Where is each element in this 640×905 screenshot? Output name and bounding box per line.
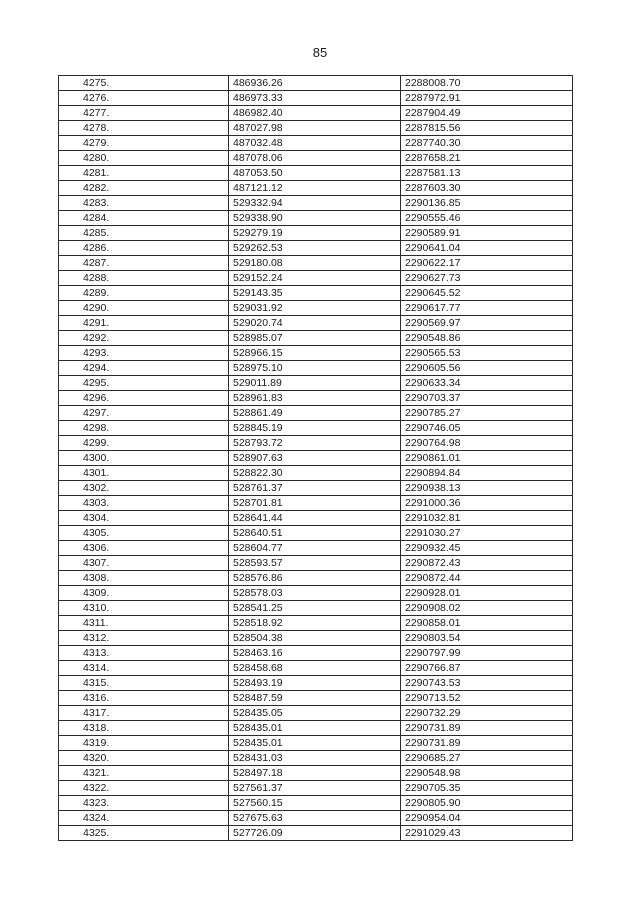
y-coordinate-cell: 2291000.36 <box>401 496 573 511</box>
y-coordinate-cell: 2290764.98 <box>401 436 573 451</box>
x-coordinate-cell: 528822.30 <box>229 466 401 481</box>
x-coordinate-cell: 527675.63 <box>229 811 401 826</box>
x-coordinate-cell: 528701.81 <box>229 496 401 511</box>
row-number-cell: 4320. <box>59 751 229 766</box>
row-number-cell: 4289. <box>59 286 229 301</box>
y-coordinate-cell: 2287581.13 <box>401 166 573 181</box>
table-row <box>59 391 573 406</box>
row-number-cell: 4288. <box>59 271 229 286</box>
row-number-cell: 4304. <box>59 511 229 526</box>
y-coordinate-cell: 2290746.05 <box>401 421 573 436</box>
x-coordinate-cell: 528845.19 <box>229 421 401 436</box>
row-number-cell: 4324. <box>59 811 229 826</box>
y-coordinate-cell: 2290954.04 <box>401 811 573 826</box>
y-coordinate-cell: 2290766.87 <box>401 661 573 676</box>
table-row <box>59 811 573 826</box>
x-coordinate-cell: 528576.86 <box>229 571 401 586</box>
x-coordinate-cell: 528640.51 <box>229 526 401 541</box>
row-number-cell: 4323. <box>59 796 229 811</box>
row-number-cell: 4317. <box>59 706 229 721</box>
row-number-cell: 4299. <box>59 436 229 451</box>
y-coordinate-cell: 2287658.21 <box>401 151 573 166</box>
coordinates-table <box>58 75 573 841</box>
table-row <box>59 541 573 556</box>
table-row <box>59 166 573 181</box>
x-coordinate-cell: 529143.35 <box>229 286 401 301</box>
y-coordinate-cell: 2287740.30 <box>401 136 573 151</box>
y-coordinate-cell: 2290894.84 <box>401 466 573 481</box>
table-row <box>59 646 573 661</box>
y-coordinate-cell: 2291029.43 <box>401 826 573 841</box>
y-coordinate-cell: 2291030.27 <box>401 526 573 541</box>
y-coordinate-cell: 2290589.91 <box>401 226 573 241</box>
table-row <box>59 526 573 541</box>
x-coordinate-cell: 528593.57 <box>229 556 401 571</box>
y-coordinate-cell: 2290555.46 <box>401 211 573 226</box>
x-coordinate-cell: 527560.15 <box>229 796 401 811</box>
x-coordinate-cell: 528985.07 <box>229 331 401 346</box>
table-row <box>59 226 573 241</box>
table-row <box>59 706 573 721</box>
x-coordinate-cell: 487121.12 <box>229 181 401 196</box>
y-coordinate-cell: 2290797.99 <box>401 646 573 661</box>
y-coordinate-cell: 2290703.37 <box>401 391 573 406</box>
x-coordinate-cell: 528541.25 <box>229 601 401 616</box>
x-coordinate-cell: 528604.77 <box>229 541 401 556</box>
x-coordinate-cell: 529262.53 <box>229 241 401 256</box>
row-number-cell: 4305. <box>59 526 229 541</box>
row-number-cell: 4311. <box>59 616 229 631</box>
row-number-cell: 4291. <box>59 316 229 331</box>
x-coordinate-cell: 528463.16 <box>229 646 401 661</box>
row-number-cell: 4321. <box>59 766 229 781</box>
y-coordinate-cell: 2290645.52 <box>401 286 573 301</box>
row-number-cell: 4306. <box>59 541 229 556</box>
table-row <box>59 781 573 796</box>
y-coordinate-cell: 2287603.30 <box>401 181 573 196</box>
row-number-cell: 4294. <box>59 361 229 376</box>
y-coordinate-cell: 2290569.97 <box>401 316 573 331</box>
x-coordinate-cell: 486982.40 <box>229 106 401 121</box>
x-coordinate-cell: 528641.44 <box>229 511 401 526</box>
coordinates-table-body <box>59 76 573 841</box>
row-number-cell: 4292. <box>59 331 229 346</box>
y-coordinate-cell: 2290627.73 <box>401 271 573 286</box>
table-row <box>59 676 573 691</box>
x-coordinate-cell: 528907.63 <box>229 451 401 466</box>
row-number-cell: 4282. <box>59 181 229 196</box>
table-row <box>59 826 573 841</box>
table-row <box>59 631 573 646</box>
table-row <box>59 571 573 586</box>
table-row <box>59 421 573 436</box>
x-coordinate-cell: 528431.03 <box>229 751 401 766</box>
x-coordinate-cell: 528761.37 <box>229 481 401 496</box>
y-coordinate-cell: 2290548.98 <box>401 766 573 781</box>
y-coordinate-cell: 2290685.27 <box>401 751 573 766</box>
row-number-cell: 4279. <box>59 136 229 151</box>
y-coordinate-cell: 2290731.89 <box>401 736 573 751</box>
row-number-cell: 4302. <box>59 481 229 496</box>
x-coordinate-cell: 528493.19 <box>229 676 401 691</box>
x-coordinate-cell: 487027.98 <box>229 121 401 136</box>
x-coordinate-cell: 528966.15 <box>229 346 401 361</box>
y-coordinate-cell: 2290641.04 <box>401 241 573 256</box>
row-number-cell: 4285. <box>59 226 229 241</box>
table-row <box>59 616 573 631</box>
table-row <box>59 271 573 286</box>
table-row <box>59 196 573 211</box>
y-coordinate-cell: 2288008.70 <box>401 76 573 91</box>
table-row <box>59 121 573 136</box>
y-coordinate-cell: 2290858.01 <box>401 616 573 631</box>
y-coordinate-cell: 2290938.13 <box>401 481 573 496</box>
table-row <box>59 406 573 421</box>
y-coordinate-cell: 2290732.29 <box>401 706 573 721</box>
row-number-cell: 4314. <box>59 661 229 676</box>
table-row <box>59 286 573 301</box>
y-coordinate-cell: 2290705.35 <box>401 781 573 796</box>
y-coordinate-cell: 2290548.86 <box>401 331 573 346</box>
y-coordinate-cell: 2287972.91 <box>401 91 573 106</box>
x-coordinate-cell: 528578.03 <box>229 586 401 601</box>
y-coordinate-cell: 2290622.17 <box>401 256 573 271</box>
table-row <box>59 451 573 466</box>
row-number-cell: 4295. <box>59 376 229 391</box>
row-number-cell: 4287. <box>59 256 229 271</box>
x-coordinate-cell: 487078.06 <box>229 151 401 166</box>
row-number-cell: 4313. <box>59 646 229 661</box>
y-coordinate-cell: 2290861.01 <box>401 451 573 466</box>
table-row <box>59 736 573 751</box>
x-coordinate-cell: 487032.48 <box>229 136 401 151</box>
x-coordinate-cell: 529011.89 <box>229 376 401 391</box>
table-row <box>59 76 573 91</box>
row-number-cell: 4322. <box>59 781 229 796</box>
row-number-cell: 4301. <box>59 466 229 481</box>
y-coordinate-cell: 2290633.34 <box>401 376 573 391</box>
row-number-cell: 4315. <box>59 676 229 691</box>
table-row <box>59 436 573 451</box>
row-number-cell: 4281. <box>59 166 229 181</box>
row-number-cell: 4309. <box>59 586 229 601</box>
row-number-cell: 4284. <box>59 211 229 226</box>
x-coordinate-cell: 529332.94 <box>229 196 401 211</box>
table-row <box>59 301 573 316</box>
x-coordinate-cell: 528435.01 <box>229 721 401 736</box>
table-row <box>59 106 573 121</box>
x-coordinate-cell: 528861.49 <box>229 406 401 421</box>
table-row <box>59 586 573 601</box>
table-row <box>59 661 573 676</box>
x-coordinate-cell: 528435.05 <box>229 706 401 721</box>
y-coordinate-cell: 2290932.45 <box>401 541 573 556</box>
row-number-cell: 4296. <box>59 391 229 406</box>
y-coordinate-cell: 2290872.44 <box>401 571 573 586</box>
x-coordinate-cell: 528793.72 <box>229 436 401 451</box>
x-coordinate-cell: 529031.92 <box>229 301 401 316</box>
row-number-cell: 4283. <box>59 196 229 211</box>
table-row <box>59 796 573 811</box>
table-row <box>59 466 573 481</box>
x-coordinate-cell: 528961.83 <box>229 391 401 406</box>
row-number-cell: 4278. <box>59 121 229 136</box>
table-row <box>59 361 573 376</box>
table-row <box>59 721 573 736</box>
table-row <box>59 331 573 346</box>
x-coordinate-cell: 529020.74 <box>229 316 401 331</box>
y-coordinate-cell: 2290605.56 <box>401 361 573 376</box>
x-coordinate-cell: 487053.50 <box>229 166 401 181</box>
x-coordinate-cell: 528518.92 <box>229 616 401 631</box>
table-row <box>59 346 573 361</box>
row-number-cell: 4277. <box>59 106 229 121</box>
table-row <box>59 151 573 166</box>
y-coordinate-cell: 2290805.90 <box>401 796 573 811</box>
y-coordinate-cell: 2291032.81 <box>401 511 573 526</box>
row-number-cell: 4316. <box>59 691 229 706</box>
table-row <box>59 691 573 706</box>
x-coordinate-cell: 528497.18 <box>229 766 401 781</box>
table-row <box>59 556 573 571</box>
y-coordinate-cell: 2290565.53 <box>401 346 573 361</box>
row-number-cell: 4275. <box>59 76 229 91</box>
y-coordinate-cell: 2290872.43 <box>401 556 573 571</box>
y-coordinate-cell: 2287815.56 <box>401 121 573 136</box>
row-number-cell: 4290. <box>59 301 229 316</box>
row-number-cell: 4319. <box>59 736 229 751</box>
table-row <box>59 136 573 151</box>
table-row <box>59 511 573 526</box>
table-row <box>59 376 573 391</box>
x-coordinate-cell: 486973.33 <box>229 91 401 106</box>
table-row <box>59 241 573 256</box>
row-number-cell: 4325. <box>59 826 229 841</box>
y-coordinate-cell: 2290803.54 <box>401 631 573 646</box>
x-coordinate-cell: 528435.01 <box>229 736 401 751</box>
y-coordinate-cell: 2290731.89 <box>401 721 573 736</box>
row-number-cell: 4307. <box>59 556 229 571</box>
y-coordinate-cell: 2290713.52 <box>401 691 573 706</box>
y-coordinate-cell: 2287904.49 <box>401 106 573 121</box>
x-coordinate-cell: 528504.38 <box>229 631 401 646</box>
row-number-cell: 4298. <box>59 421 229 436</box>
x-coordinate-cell: 527726.09 <box>229 826 401 841</box>
x-coordinate-cell: 528487.59 <box>229 691 401 706</box>
x-coordinate-cell: 529152.24 <box>229 271 401 286</box>
row-number-cell: 4280. <box>59 151 229 166</box>
x-coordinate-cell: 486936.26 <box>229 76 401 91</box>
x-coordinate-cell: 527561.37 <box>229 781 401 796</box>
x-coordinate-cell: 528458.68 <box>229 661 401 676</box>
row-number-cell: 4318. <box>59 721 229 736</box>
table-row <box>59 601 573 616</box>
row-number-cell: 4310. <box>59 601 229 616</box>
row-number-cell: 4312. <box>59 631 229 646</box>
row-number-cell: 4286. <box>59 241 229 256</box>
x-coordinate-cell: 529279.19 <box>229 226 401 241</box>
y-coordinate-cell: 2290908.02 <box>401 601 573 616</box>
y-coordinate-cell: 2290743.53 <box>401 676 573 691</box>
row-number-cell: 4300. <box>59 451 229 466</box>
table-row <box>59 181 573 196</box>
x-coordinate-cell: 529338.90 <box>229 211 401 226</box>
table-row <box>59 256 573 271</box>
table-row <box>59 91 573 106</box>
table-row <box>59 751 573 766</box>
row-number-cell: 4297. <box>59 406 229 421</box>
row-number-cell: 4276. <box>59 91 229 106</box>
table-row <box>59 211 573 226</box>
y-coordinate-cell: 2290785.27 <box>401 406 573 421</box>
x-coordinate-cell: 529180.08 <box>229 256 401 271</box>
table-row <box>59 496 573 511</box>
table-row <box>59 481 573 496</box>
table-row <box>59 766 573 781</box>
table-row <box>59 316 573 331</box>
y-coordinate-cell: 2290136.85 <box>401 196 573 211</box>
y-coordinate-cell: 2290617.77 <box>401 301 573 316</box>
row-number-cell: 4293. <box>59 346 229 361</box>
row-number-cell: 4308. <box>59 571 229 586</box>
y-coordinate-cell: 2290928.01 <box>401 586 573 601</box>
row-number-cell: 4303. <box>59 496 229 511</box>
x-coordinate-cell: 528975.10 <box>229 361 401 376</box>
page-number: 85 <box>312 45 328 60</box>
